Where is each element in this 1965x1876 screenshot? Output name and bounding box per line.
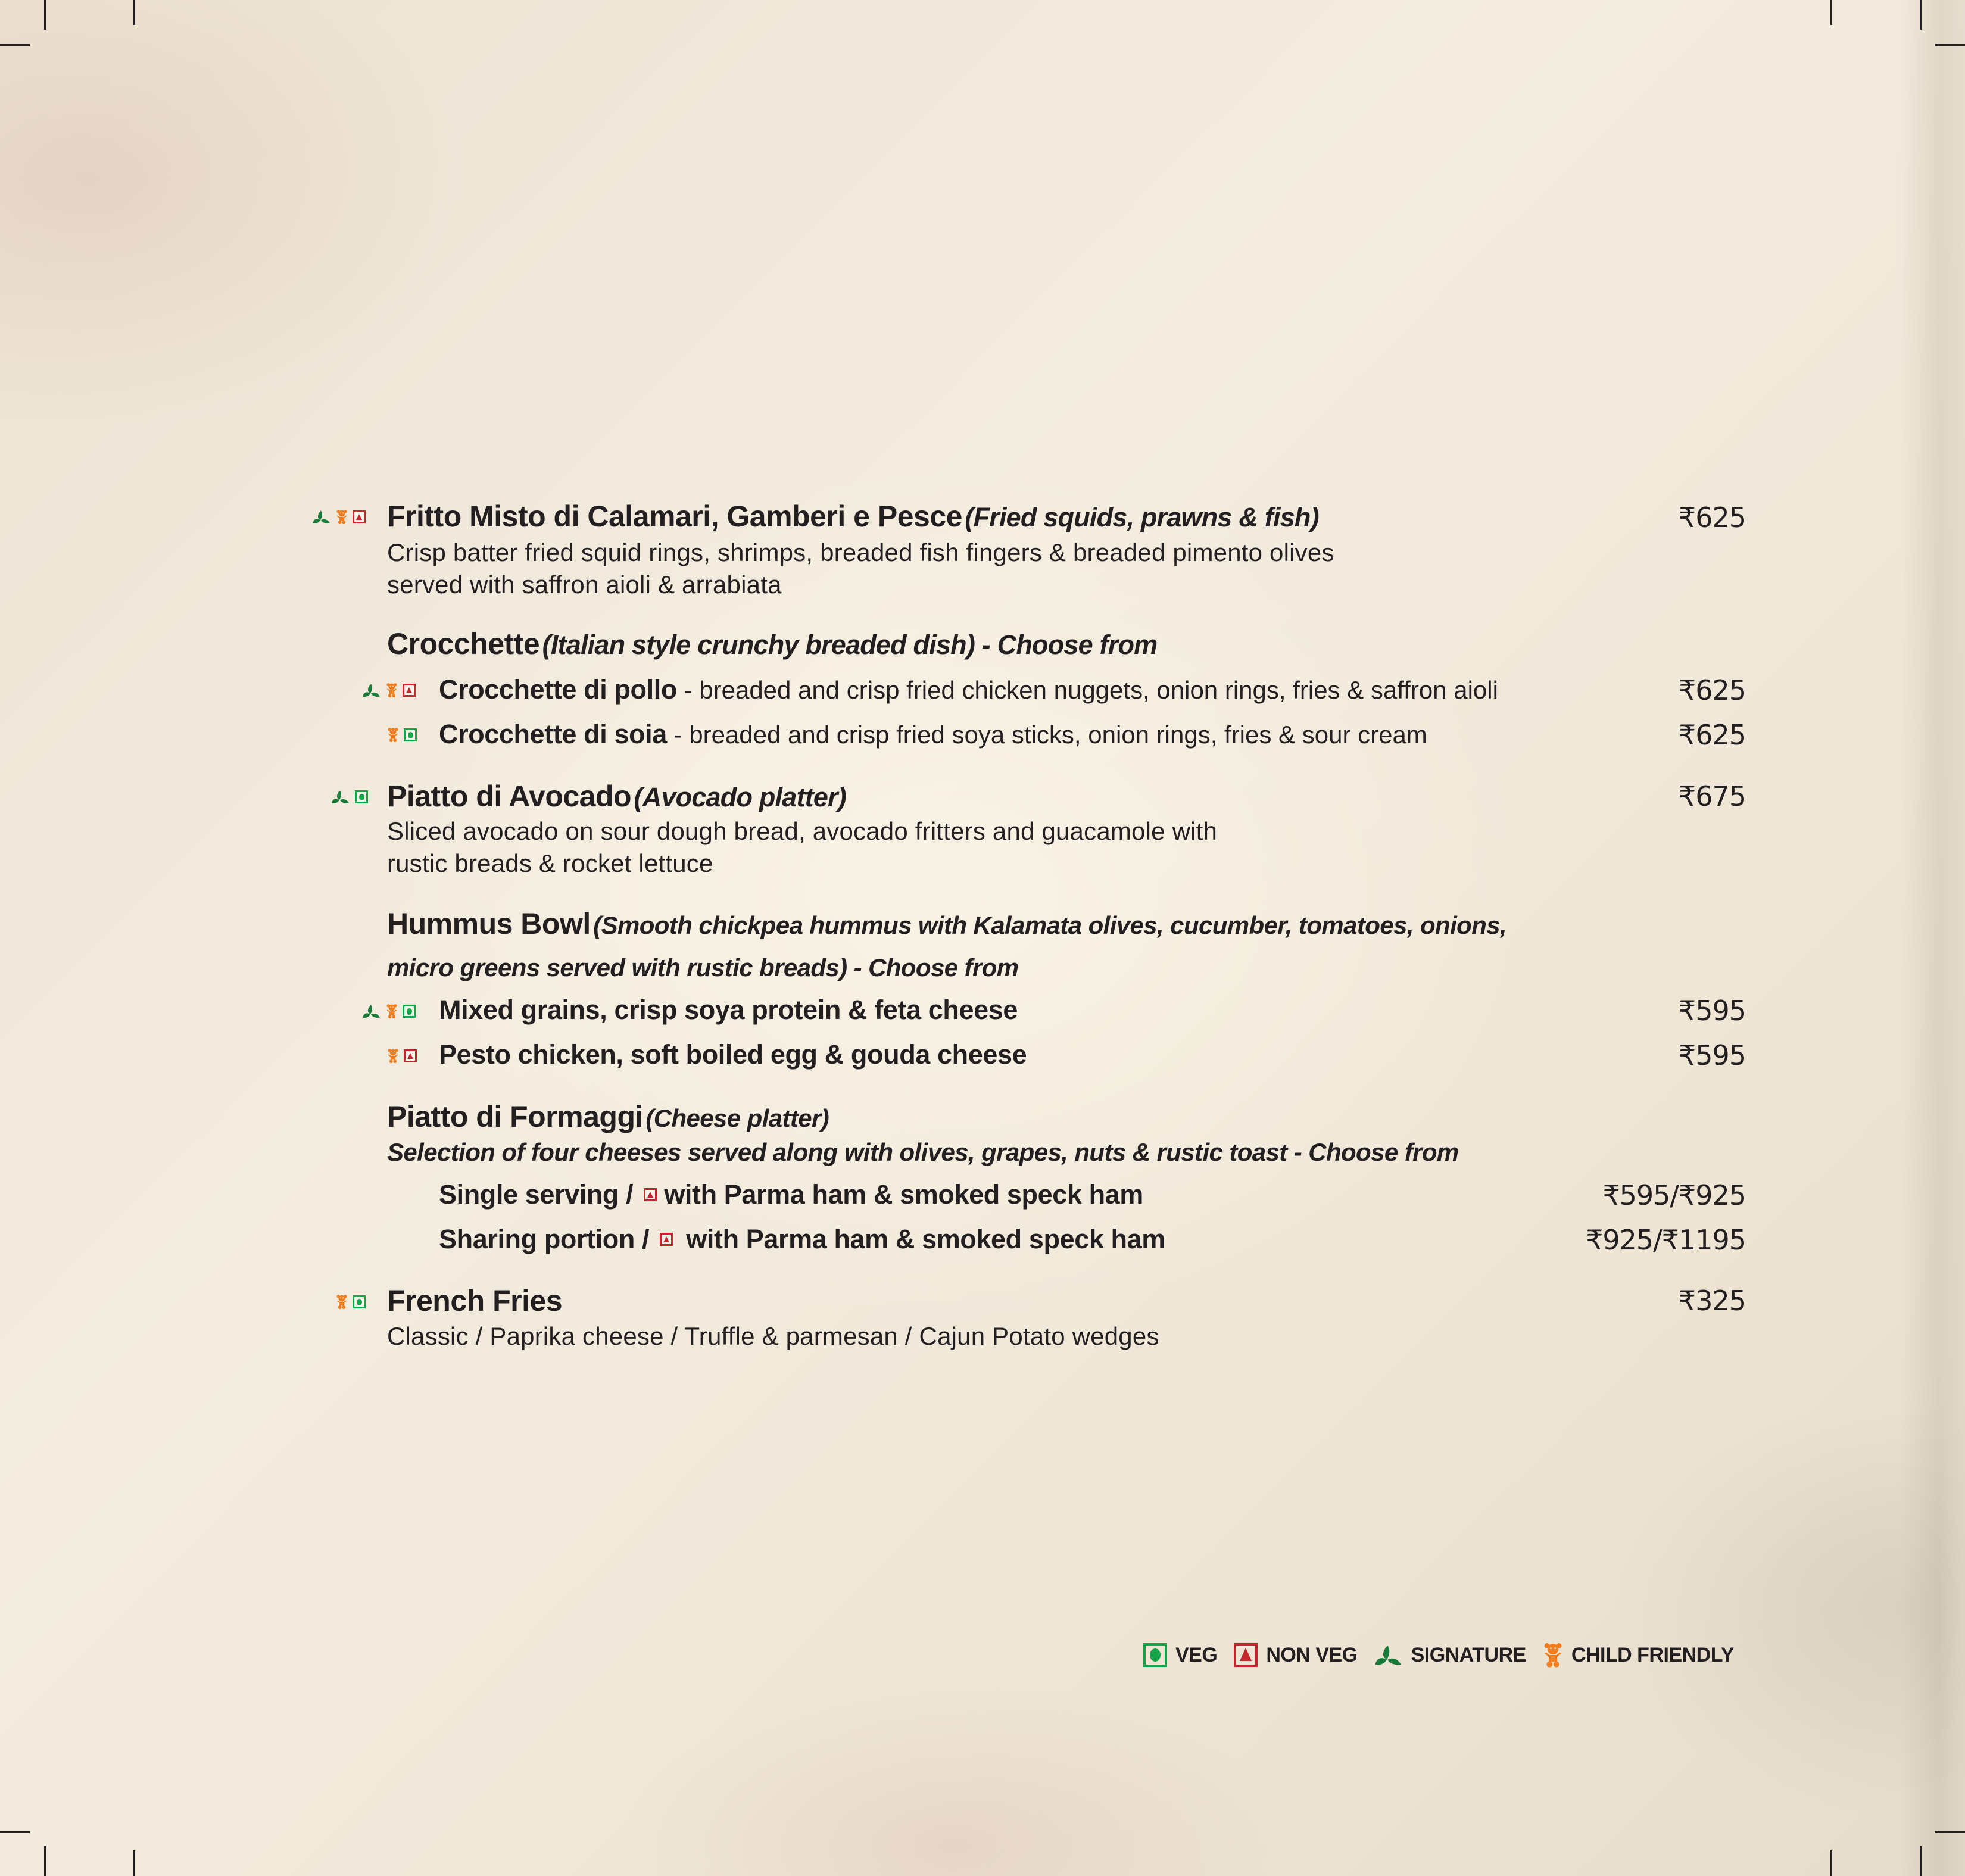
crop-mark <box>1935 1831 1965 1833</box>
subitem-description: - breaded and crisp fried soya sticks, onion rings, fries & sour cream <box>666 721 1427 749</box>
subitem-name: Mixed grains, crisp soya protein & feta cheese <box>439 995 1018 1025</box>
signature-icon <box>312 509 331 525</box>
subitem-name: Crocchette di soia <box>439 719 667 749</box>
option-text <box>439 1179 1143 1210</box>
veg-icon <box>404 728 417 741</box>
dietary-icons <box>331 789 368 805</box>
child-friendly-icon <box>387 1048 399 1064</box>
group-subtitle: (Italian style crunchy breaded dish) - Choose from <box>542 630 1158 660</box>
dietary-icons <box>387 1048 417 1064</box>
item-price: ₹675 <box>1678 780 1746 812</box>
legend-child-friendly <box>1543 1642 1734 1668</box>
veg-icon <box>355 790 368 803</box>
legend-label: VEG <box>1175 1643 1218 1666</box>
crop-mark <box>1830 0 1832 25</box>
item-description: rustic breads & rocket lettuce <box>387 849 713 877</box>
crop-mark <box>1830 1850 1832 1876</box>
child-friendly-icon <box>386 1004 398 1019</box>
option-suffix: with Parma ham & smoked speck ham <box>686 1224 1165 1254</box>
option-prefix: Sharing portion / <box>439 1224 657 1254</box>
crop-mark <box>44 0 46 30</box>
item-heading <box>387 779 846 814</box>
subitem-name: Crocchette di pollo <box>439 674 677 705</box>
dietary-icons <box>362 1004 416 1019</box>
legend-signature <box>1374 1643 1526 1667</box>
non-veg-icon <box>1234 1643 1258 1667</box>
crop-mark <box>1935 44 1965 46</box>
child-friendly-icon <box>387 727 399 743</box>
group-title: Hummus Bowl <box>387 907 591 940</box>
crop-mark <box>133 1850 135 1876</box>
veg-icon <box>403 1005 416 1018</box>
dietary-icons <box>312 509 366 525</box>
legend-label: NON VEG <box>1266 1643 1358 1666</box>
signature-icon <box>362 683 381 698</box>
crop-mark <box>44 1846 46 1876</box>
item-price: ₹325 <box>1678 1285 1746 1317</box>
subitem-price: ₹595 <box>1678 1039 1746 1071</box>
crop-mark <box>0 1831 30 1833</box>
non-veg-icon <box>644 1188 657 1201</box>
group-title: Piatto di Formaggi <box>387 1100 643 1133</box>
crop-mark <box>1920 0 1922 30</box>
signature-icon <box>331 789 350 805</box>
legend-label: CHILD FRIENDLY <box>1571 1643 1735 1666</box>
crop-mark <box>1920 1846 1922 1876</box>
item-description: Sliced avocado on sour dough bread, avocado fritters and guacamole with <box>387 817 1218 845</box>
option-prefix: Single serving / <box>439 1179 641 1210</box>
item-subtitle: (Fried squids, prawns & fish) <box>965 502 1319 532</box>
subitem-text <box>439 674 1498 705</box>
dietary-icons <box>387 727 417 743</box>
non-veg-icon <box>404 1049 417 1062</box>
dietary-legend <box>1143 1642 1751 1668</box>
child-friendly-icon <box>336 1294 348 1310</box>
subitem-text <box>439 719 1427 750</box>
group-subtitle: (Smooth chickpea hummus with Kalamata olives, cucumber, tomatoes, onions, <box>593 911 1507 939</box>
signature-icon <box>362 1004 381 1019</box>
item-title: French Fries <box>387 1284 563 1317</box>
veg-icon <box>353 1295 366 1308</box>
non-veg-icon <box>403 684 416 697</box>
crop-mark <box>133 0 135 25</box>
dietary-icons <box>362 683 416 698</box>
non-veg-icon <box>353 510 366 523</box>
legend-veg <box>1143 1643 1217 1667</box>
veg-icon <box>1143 1643 1167 1667</box>
group-heading <box>387 1099 829 1134</box>
child-friendly-icon <box>386 683 398 698</box>
item-description: served with saffron aioli & arrabiata <box>387 571 782 599</box>
item-heading <box>387 499 1319 534</box>
option-text <box>439 1224 1165 1255</box>
item-title: Piatto di Avocado <box>387 780 632 813</box>
item-description: Classic / Paprika cheese / Truffle & parmesan / Cajun Potato wedges <box>387 1322 1159 1350</box>
group-subtitle: micro greens served with rustic breads) - Choose from <box>387 953 1019 981</box>
legend-label: SIGNATURE <box>1411 1643 1526 1666</box>
group-title: Crocchette <box>387 627 540 660</box>
option-price: ₹595/₹925 <box>1602 1179 1746 1211</box>
group-subtitle: (Cheese platter) <box>645 1104 829 1132</box>
subitem-price: ₹595 <box>1678 995 1746 1027</box>
child-friendly-icon <box>1543 1642 1563 1668</box>
item-description: Crisp batter fried squid rings, shrimps, breaded fish fingers & breaded pimento olives <box>387 538 1334 566</box>
subitem-price: ₹625 <box>1678 674 1746 706</box>
child-friendly-icon <box>336 509 348 525</box>
item-price: ₹625 <box>1678 501 1746 534</box>
dietary-icons <box>336 1294 366 1310</box>
subitem-name: Pesto chicken, soft boiled egg & gouda cheese <box>439 1039 1027 1070</box>
page-edge-shadow <box>1900 0 1965 1876</box>
legend-non-veg <box>1234 1643 1357 1667</box>
subitem-description: - breaded and crisp fried chicken nuggets, onion rings, fries & saffron aioli <box>676 676 1498 704</box>
group-selection-note: Selection of four cheeses served along with olives, grapes, nuts & rustic toast - Choose from <box>387 1138 1459 1166</box>
signature-icon <box>1374 1643 1403 1667</box>
item-title: Fritto Misto di Calamari, Gamberi e Pesce <box>387 500 962 533</box>
group-heading <box>387 627 1157 661</box>
subitem-price: ₹625 <box>1678 719 1746 751</box>
option-suffix: with Parma ham & smoked speck ham <box>664 1179 1143 1210</box>
crop-mark <box>0 44 30 46</box>
non-veg-icon <box>660 1233 673 1246</box>
group-heading <box>387 906 1506 941</box>
item-subtitle: (Avocado platter) <box>634 782 846 812</box>
option-price: ₹925/₹1195 <box>1586 1224 1746 1256</box>
